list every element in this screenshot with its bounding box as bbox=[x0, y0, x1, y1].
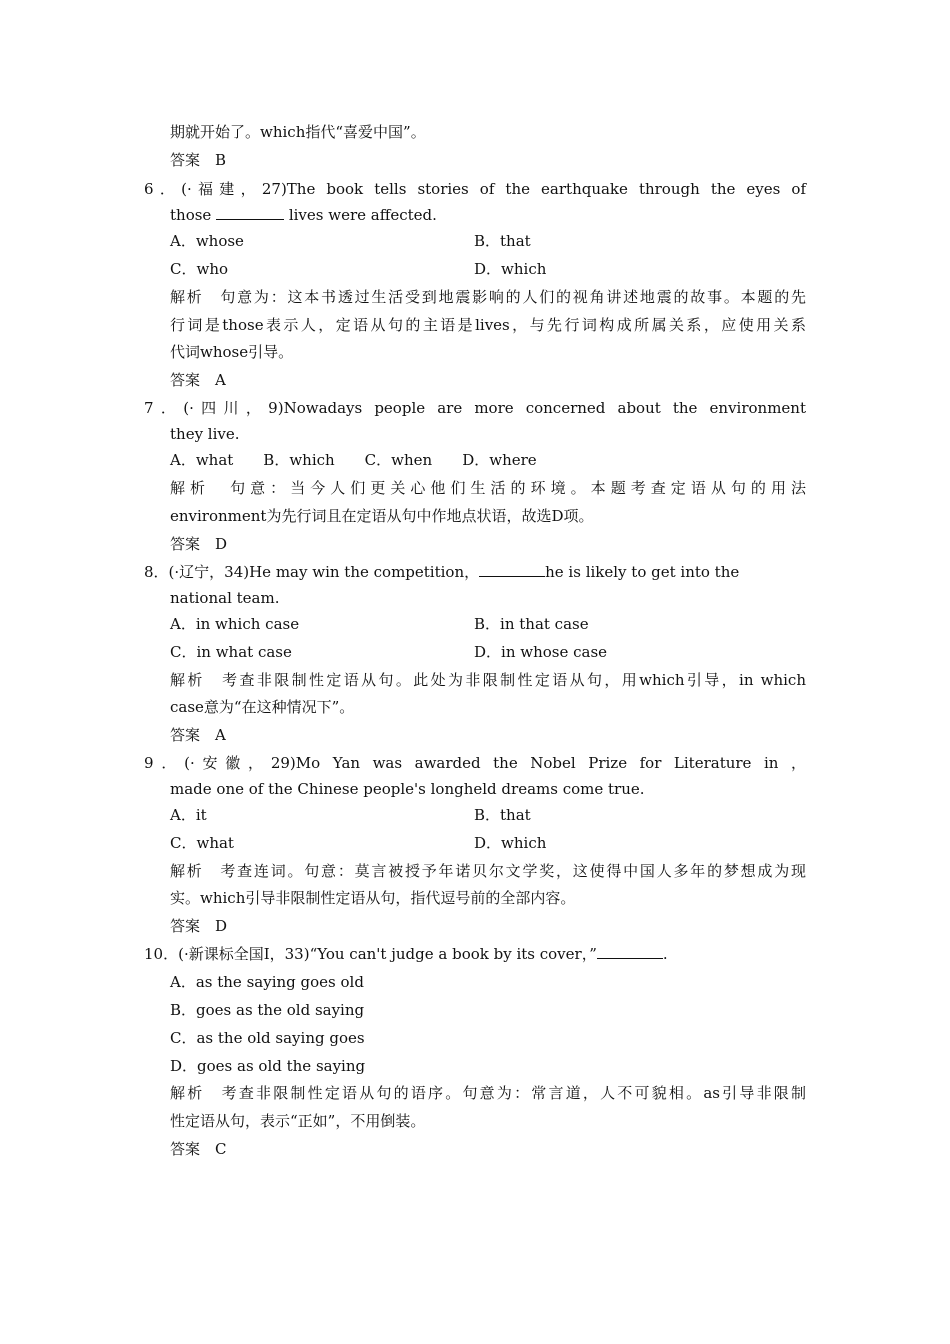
q8-explanation-line2: case意为“在这种情况下”。 bbox=[170, 698, 355, 716]
q7-stem-line2: they live. bbox=[170, 425, 240, 443]
q6-option-a: A．whose bbox=[170, 232, 244, 250]
q9-option-d: D．which bbox=[474, 834, 547, 852]
q10-option-a: A．as the saying goes old bbox=[170, 973, 364, 991]
q10-explanation-line1: 解析 考查非限制性定语从句的语序。句意为：常言道，人不可貌相。as引导非限制 bbox=[170, 1084, 806, 1102]
q7-stem-line1: 7．(·四川，9)Nowadays people are more concerned about the environment bbox=[144, 399, 806, 417]
q8-option-a: A．in which case bbox=[170, 615, 300, 633]
prev-explanation-end: 期就开始了。which指代“喜爱中国”。 bbox=[170, 123, 426, 141]
q8-explanation-line1: 解析 考查非限制性定语从句。此处为非限制性定语从句，用which引导，in which bbox=[170, 671, 806, 689]
q8-stem-line1: 8．(·辽宁，34)He may win the competition， he is likely to get into the bbox=[144, 563, 740, 581]
q10-option-c: C．as the old saying goes bbox=[170, 1029, 365, 1047]
q6-option-d: D．which bbox=[474, 260, 547, 278]
q8-answer: 答案 A bbox=[170, 726, 226, 744]
q9-stem-line1: 9．(·安徽，29)Mo Yan was awarded the Nobel Prize for Literature in ， bbox=[144, 754, 806, 772]
q10-answer: 答案 C bbox=[170, 1140, 227, 1158]
q9-explanation-line2: 实。which引导非限制性定语从句，指代逗号前的全部内容。 bbox=[170, 889, 576, 907]
q8-stem-line2: national team. bbox=[170, 589, 280, 607]
q9-option-b: B．that bbox=[474, 806, 531, 824]
q6-stem-line1: 6．(·福建，27)The book tells stories of the earthquake through the eyes of bbox=[144, 180, 806, 198]
q8-option-d: D．in whose case bbox=[474, 643, 608, 661]
q6-stem-line2: those lives were affected. bbox=[170, 206, 437, 224]
q7-options: A．what B．which C．when D．where bbox=[170, 451, 537, 469]
q9-explanation-line1: 解析 考查连词。句意：莫言被授予年诺贝尔文学奖，这使得中国人多年的梦想成为现 bbox=[170, 862, 806, 880]
q6-option-b: B．that bbox=[474, 232, 531, 250]
q7-answer: 答案 D bbox=[170, 535, 228, 553]
prev-answer: 答案 B bbox=[170, 151, 227, 169]
q7-explanation-line2: environment为先行词且在定语从句中作地点状语，故选D项。 bbox=[170, 507, 594, 525]
q6-answer: 答案 A bbox=[170, 371, 226, 389]
q9-option-a: A．it bbox=[170, 806, 207, 824]
q10-option-b: B．goes as the old saying bbox=[170, 1001, 365, 1019]
q6-explanation-line2: 行词是those表示人，定语从句的主语是lives，与先行词构成所属关系，应使用关系 bbox=[170, 316, 806, 334]
q8-option-c: C．in what case bbox=[170, 643, 292, 661]
q10-blank bbox=[597, 944, 663, 959]
q10-stem-line1: 10．(·新课标全国Ⅰ，33)“You can't judge a book by its cover，” . bbox=[144, 945, 668, 963]
q10-explanation-line2: 性定语从句，表示“正如”，不用倒装。 bbox=[170, 1112, 426, 1130]
q9-stem-line2: made one of the Chinese people's longheld dreams come true. bbox=[170, 780, 645, 798]
q8-option-b: B．in that case bbox=[474, 615, 589, 633]
q6-explanation-line1: 解析 句意为：这本书透过生活受到地震影响的人们的视角讲述地震的故事。本题的先 bbox=[170, 288, 806, 306]
q9-option-c: C．what bbox=[170, 834, 234, 852]
q6-explanation-line3: 代词whose引导。 bbox=[170, 343, 294, 361]
q8-blank bbox=[479, 562, 545, 577]
q6-option-c: C．who bbox=[170, 260, 229, 278]
q10-option-d: D．goes as old the saying bbox=[170, 1057, 366, 1075]
q6-blank bbox=[216, 205, 284, 220]
q9-answer: 答案 D bbox=[170, 917, 228, 935]
q7-explanation-line1: 解析 句意：当今人们更关心他们生活的环境。本题考查定语从句的用法 bbox=[170, 479, 806, 497]
